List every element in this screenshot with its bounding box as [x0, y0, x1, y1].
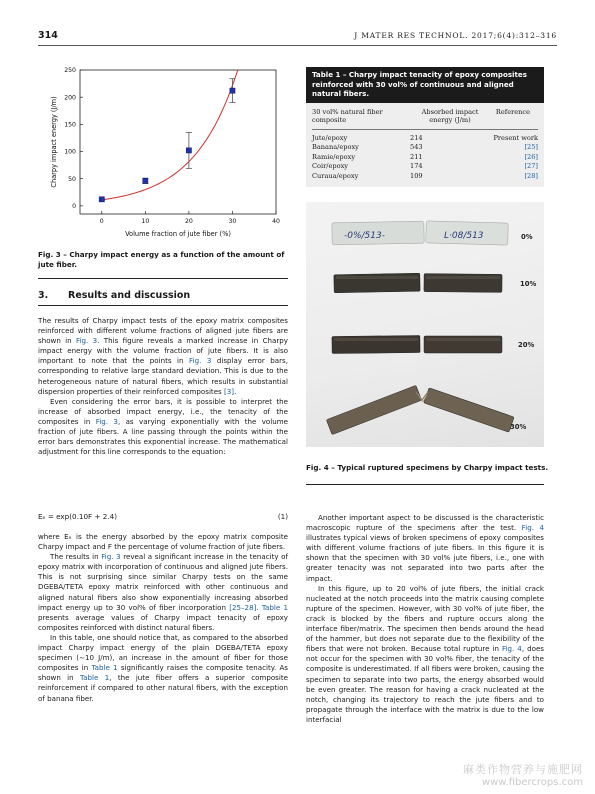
x-tick-label: 40 — [272, 218, 280, 225]
figure-4-photo — [306, 202, 544, 447]
table-row — [312, 153, 538, 163]
table-row — [312, 172, 538, 182]
column-header: Reference — [495, 107, 530, 116]
fiber-cell: Banana/epoxy — [312, 143, 359, 152]
reference-link[interactable]: [28] — [524, 171, 538, 180]
column-header: 30 vol% natural fiber composite — [312, 107, 383, 124]
watermark-line-2: www.fibercrops.com — [481, 777, 583, 788]
figure-link[interactable]: Fig. 4 — [502, 644, 522, 654]
fiber-cell: Coir/epoxy — [312, 162, 349, 171]
reference-cell: Present work — [493, 133, 538, 142]
table-link[interactable]: Table 1 — [80, 673, 110, 683]
y-tick-label: 0 — [72, 203, 76, 211]
reference-link[interactable]: [27] — [524, 162, 538, 171]
reference-link[interactable]: [25–28] — [229, 602, 257, 612]
running-header — [38, 30, 557, 46]
table-row — [312, 134, 538, 144]
figure-link[interactable]: Fig. 3 — [189, 356, 212, 366]
y-tick-label: 200 — [64, 94, 76, 102]
caption-divider — [306, 484, 544, 485]
table-rows — [312, 130, 538, 182]
left-text-block-2 — [38, 532, 288, 704]
specimen-illustration — [306, 202, 544, 447]
y-tick-label: 100 — [64, 148, 76, 156]
energy-cell: 109 — [410, 171, 423, 180]
fiber-cell: Curaua/epoxy — [312, 171, 359, 180]
reference-link[interactable]: [25] — [524, 143, 538, 152]
data-point — [186, 148, 191, 153]
paragraph: Even considering the error bars, it is possible to interpret the increase of absorbed impact energy, i.e., the tenacity of the composites in Fig. 3, as varying exponentially with the volume fraction of jute fibers. A line passing through the points within the error bars demonstrates this exponential increase. The mathematical adjustment for this line corresponds to the equation: — [38, 396, 288, 457]
y-tick-label: 250 — [64, 67, 76, 75]
column-header: Absorbed impact energy (J/m) — [421, 107, 479, 124]
data-point — [99, 197, 104, 202]
figure-3-caption: Fig. 3 – Charpy impact energy as a function of the amount of jute fiber. — [38, 250, 285, 269]
x-tick-label: 10 — [141, 218, 150, 225]
watermark — [463, 761, 583, 788]
table-row — [312, 143, 538, 153]
specimen-20-percent — [332, 336, 502, 354]
plot-frame — [80, 70, 276, 214]
x-tick-label: 0 — [99, 218, 104, 225]
table-header-row — [312, 105, 538, 130]
table-link[interactable]: Table 1 — [261, 602, 288, 612]
paragraph: The results of Charpy impact tests of the epoxy matrix composites reinforced with different volume fractions of aligned jute fibers are shown in Fig. 3. This figure reveals a marked increase in Charpy impact energy with the volume fraction of jute fibers. It is also important to note that the points in Fig. 3 display error bars, corresponding to relative large standard deviation. This is due to the heterogeneous nature of natural fibers, which results in substantial dispersion properties of their reinforced composites [3]. — [38, 316, 289, 396]
y-tick-label: 150 — [64, 121, 76, 129]
table-body — [306, 103, 544, 188]
paragraph: Another important aspect to be discussed is the characteristic macroscopic rupture of the specimens after the test. Fig. 4 illustrates typical views of broken specimens of epoxy composites with different volume fractions of jute fibers. In this figure it is shown that the specimen with 30 vol% jute fibers, i.e., one with greater tenacity was not separated into two parts after the impact. — [306, 513, 544, 583]
reference-link[interactable]: [26] — [524, 152, 538, 161]
specimen-10-percent — [334, 273, 502, 292]
svg-text:L·08/513: L·08/513 — [444, 231, 484, 241]
reference-link[interactable]: [3] — [224, 386, 235, 396]
y-axis-label: Charpy impact energy (J/m) — [50, 96, 58, 188]
watermark-line-1: 麻类作物营养与施肥网 — [463, 763, 583, 776]
figure-link[interactable]: Fig. 4 — [521, 523, 544, 533]
right-text-block — [306, 513, 544, 725]
specimen-0-percent — [332, 221, 508, 245]
specimen-30-percent — [326, 385, 514, 434]
y-tick-label: 50 — [68, 175, 76, 183]
label-10-percent: 10% — [520, 280, 537, 288]
paragraph: In this table, one should notice that, as compared to the absorbed impact Charpy impact energy of the plain DGEBA/TETA epoxy specimen (∼10 J/m), an increase in the amount of fiber for those composites in Table 1 significantly raises the composite tenacity. As shown in Table 1, the jute fiber offers a superior composite reinforcement if compared to other natural fibers, with the exception of banana fiber. — [38, 632, 288, 703]
table-title: Table 1 – Charpy impact tenacity of epoxy composites reinforced with 30 vol% of continuous and aligned natural fibers. — [306, 67, 544, 103]
equation-1 — [38, 512, 288, 521]
fit-curve — [102, 60, 259, 200]
energy-cell: 211 — [410, 152, 423, 161]
label-0-percent: 0% — [521, 233, 533, 241]
energy-cell: 174 — [410, 162, 423, 171]
label-20-percent: 20% — [518, 341, 535, 349]
equation-number: (1) — [277, 512, 288, 521]
figure-link[interactable]: Fig. 3 — [95, 416, 118, 426]
paragraph: where Eₑ is the energy absorbed by the epoxy matrix composite Charpy impact and F the percentage of volume fraction of jute fibers. — [38, 532, 288, 552]
svg-text:-0%/513-: -0%/513- — [344, 231, 385, 241]
section-title: Results and discussion — [68, 290, 191, 301]
section-divider — [38, 305, 288, 306]
label-30-percent: 30% — [510, 423, 527, 431]
paragraph: In this figure, up to 20 vol% of jute fibers, the initial crack nucleated at the notch proceeds into the matrix causing complete rupture of the specimen. However, with 30 vol% of jute fiber, the crack is blocked by the fibers and rupture occurs along the interface fiber/matrix. The specimen then bends around the head of the hammer, but does not separate due to the flexibility of the fibers that were not broken. Because total rupture in Fig. 4, does not occur for the specimen with 30 vol% fiber, the tenacity of the composite is underestimated. If all fibers were broken, causing the specimen to separate into two parts, the energy absorbed would be even greater. The reason for having a crack nucleated at the notch, changing its trajectory to reach the jute fibers and to propagate through the interface with the matrix is due to the low interfacial — [306, 583, 544, 724]
data-point — [143, 178, 148, 183]
figure-4-caption: Fig. 4 – Typical ruptured specimens by Charpy impact tests. — [306, 463, 549, 472]
equation-text: Eₑ = exp(0.10F + 2.4) — [38, 512, 118, 521]
journal-citation: J MATER RES TECHNOL. 2017;6(4):312–316 — [354, 31, 557, 40]
caption-divider — [38, 278, 288, 279]
energy-cell: 214 — [410, 133, 423, 142]
section-heading — [38, 290, 288, 301]
table-row — [312, 162, 538, 172]
table-1 — [306, 67, 544, 187]
table-link[interactable]: Table 1 — [91, 663, 118, 673]
figure-3-chart — [38, 60, 288, 245]
x-axis-label: Volume fraction of jute fiber (%) — [125, 230, 231, 238]
fiber-cell: Jute/epoxy — [312, 133, 348, 142]
data-point — [230, 88, 235, 93]
x-tick-label: 30 — [228, 218, 237, 225]
left-text-block-1 — [38, 316, 288, 457]
fiber-cell: Ramie/epoxy — [312, 152, 356, 161]
x-tick-label: 20 — [184, 218, 193, 225]
energy-cell: 543 — [410, 143, 423, 152]
section-number: 3. — [38, 290, 49, 301]
paragraph: The results in Fig. 3 reveal a significant increase in the tenacity of epoxy matrix with incorporation of continuous and aligned jute fibers. This is not surprising since similar Charpy tests on the same DGEBA/TETA epoxy matrix reinforced with other continuous and aligned natural fibers also show exponentially increasing absorbed impact energy up to 30 vol% of fiber incorporation [25–28]. Table 1 presents average values of Charpy impact tenacity of epoxy composites reinforced with distinct natural fibers. — [38, 552, 288, 632]
figure-link[interactable]: Fig. 3 — [76, 336, 98, 346]
figure-link[interactable]: Fig. 3 — [101, 552, 121, 562]
page-number: 314 — [38, 30, 58, 41]
